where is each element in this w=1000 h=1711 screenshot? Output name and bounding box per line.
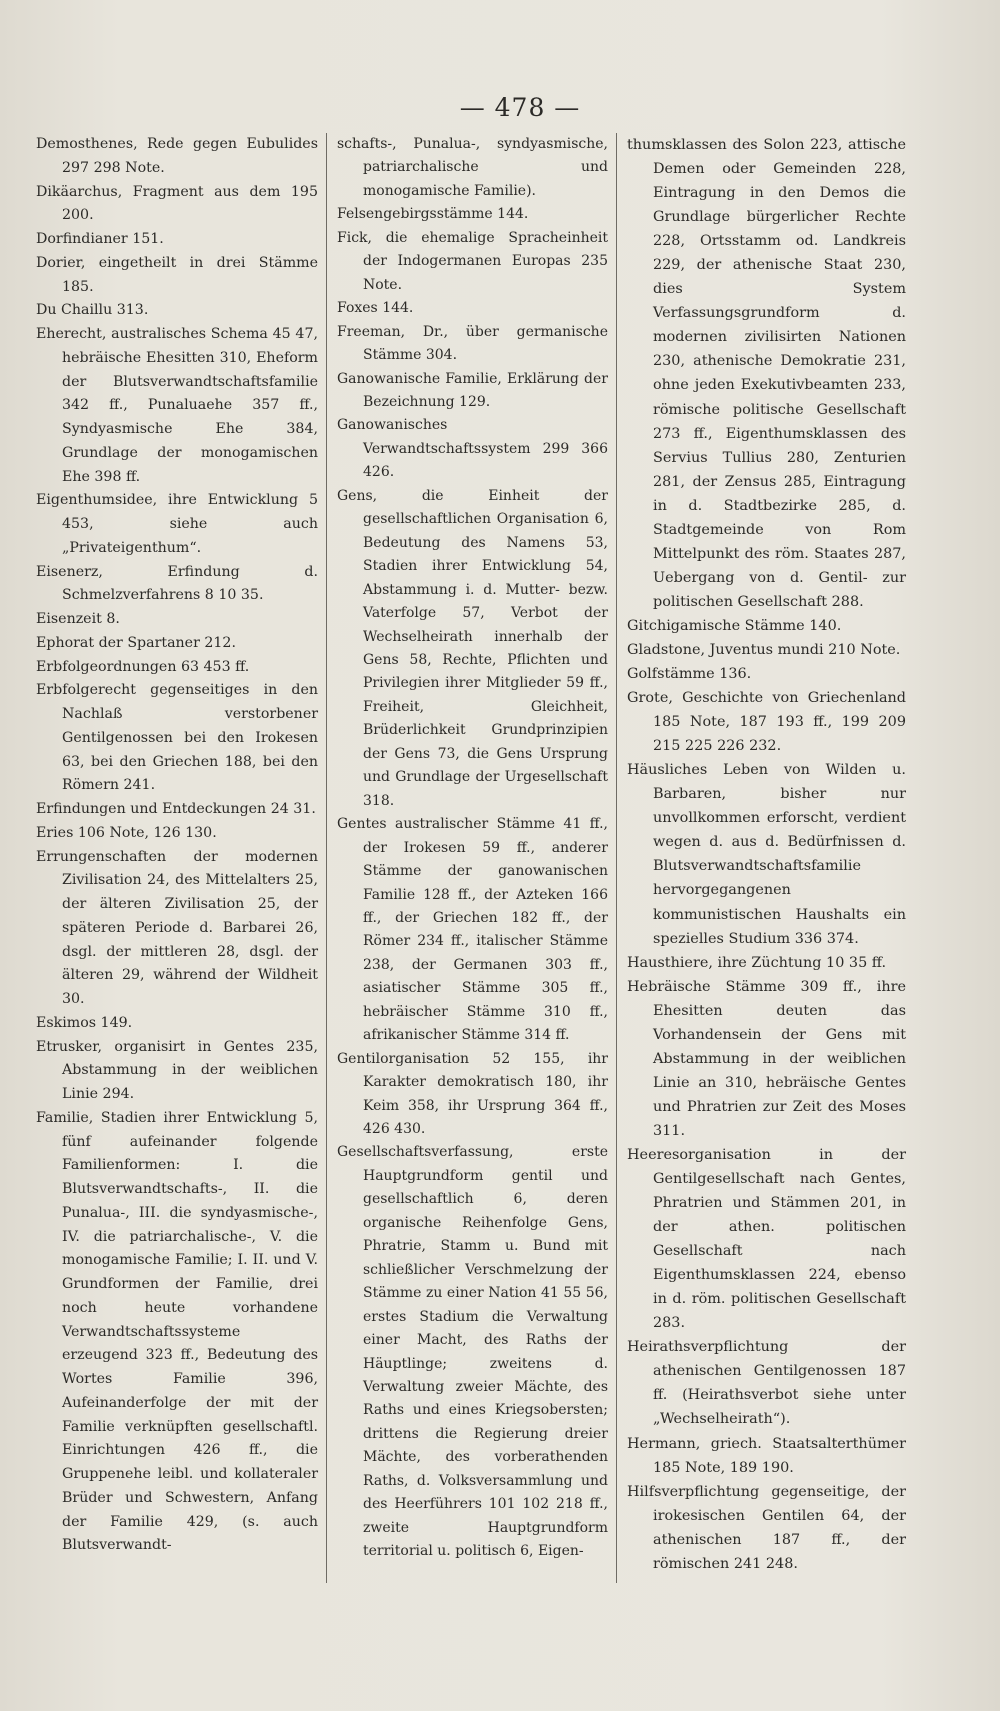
index-entry: Erbfolgeordnungen 63 453 ff.	[36, 658, 250, 675]
index-entry: thumsklassen des Solon 223, attische Demen oder Gemeinden 228, Eintragung in den Demos die Grundlage bürgerlicher Rechte 228, Ortsstamm od. Landkreis 229, der athenische Staat 230, dies System Verfassungsgrundform d. modernen zivilisirten Nationen 230, athenische Demokratie 231, ohne jeden Exekutivbeamten 233, römische politische Gesellschaft 273 ff., Eigenthumsklassen des Servius Tullius 280, Zenturien 281, der Zensus 285, Eintragung in d. Stadtbezirke 285, d. Stadtgemeinde von Rom Mittelpunkt des röm. Staates 287, Uebergang von d. Gentil- zur politischen Gesellschaft 288.	[627, 137, 906, 610]
index-entry: Heeresorganisation in der Gentilgesellschaft nach Gentes, Phratrien und Stämmen 201, in der athen. politischen Gesellschaft nach Eigenthumsklassen 224, ebenso in d. röm. politischen Gesellschaft 283.	[627, 1146, 906, 1332]
index-entry: Gladstone, Juventus mundi 210 Note.	[627, 641, 901, 658]
index-entry: Ganowanische Familie, Erklärung der Bezeichnung 129.	[337, 370, 608, 410]
index-column-2	[326, 133, 616, 1583]
index-entry: Eskimos 149.	[36, 1014, 133, 1031]
index-entry: Hilfsverpflichtung gegenseitige, der irokesischen Gentilen 64, der athenischen 187 ff., der römischen 241 248.	[627, 1483, 906, 1572]
index-entry: Eisenzeit 8.	[36, 611, 120, 627]
index-entry: Freeman, Dr., über germanische Stämme 304.	[337, 323, 608, 364]
index-entry: Häusliches Leben von Wilden u. Barbaren, bisher nur unvollkommen erforscht, verdient wegen d. aus d. Bedürfnissen d. Blutsverwandtschaftsfamilie hervorgegangenen kommunistischen Haushalts ein spezielles Studium 336 374.	[627, 762, 906, 947]
index-entry: Gens, die Einheit der gesellschaftlichen Organisation 6, Bedeutung des Namens 53, Stadien ihrer Entwicklung 54, Abstammung i. d. Mutter- bezw. Vaterfolge 57, Verbot der Wechselheirath innerhalb der Gens 58, Rechte, Pflichten und Privilegien ihrer Mitglieder 59 ff., Freiheit, Gleichheit, Brüderlichkeit Grundprinzipien der Gens 73, die Gens Ursprung und Grundlage der Urgesellschaft 318.	[337, 487, 608, 809]
index-entry: Dikäarchus, Fragment aus dem 195 200.	[36, 183, 318, 224]
index-entry: Hermann, griech. Staatsalterthümer 185 Note, 189 190.	[627, 1435, 906, 1476]
index-entry: Hausthiere, ihre Züchtung 10 35 ff.	[627, 954, 887, 971]
index-entry: Ephorat der Spartaner 212.	[36, 634, 236, 651]
index-entry: Demosthenes, Rede gegen Eubulides 297 298 Note.	[36, 136, 318, 176]
index-entry: Eigenthumsidee, ihre Entwicklung 5 453, siehe auch „Privateigenthum“.	[36, 492, 318, 556]
index-entry: Dorfindianer 151.	[36, 231, 164, 247]
index-entry: Dorier, eingetheilt in drei Stämme 185.	[36, 254, 318, 295]
index-entry: Familie, Stadien ihrer Entwicklung 5, fünf aufeinander folgende Familienformen: I. die Blutsverwandtschafts-, II. die Punalua-, III. die syndyasmische-, IV. die patriarchalische-, V. die monogamische Familie; I. II. und V. Grundformen der Familie, drei noch heute vorhandene Verwandtschaftssysteme erzeugend 323 ff., Bedeutung des Wortes Familie 396, Aufeinanderfolge der mit der Familie verknüpften gesellschaftl. Einrichtungen 426 ff., die Gruppenehe leibl. und kollateraler Brüder und Schwestern, Anfang der Familie 429, (s. auch Blutsverwandt-	[36, 1109, 318, 1554]
index-entry: Gitchigamische Stämme 140.	[627, 617, 842, 634]
index-entry: Eherecht, australisches Schema 45 47, hebräische Ehesitten 310, Eheform der Blutsverwandtschaftsfamilie 342 ff., Punaluaehe 357 ff., Syndyasmische Ehe 384, Grundlage der monogamischen Ehe 398 ff.	[36, 326, 318, 485]
index-entry: Gentes australischer Stämme 41 ff., der Irokesen 59 ff., anderer Stämme der ganowanischen Familie 128 ff., der Azteken 166 ff., der Griechen 182 ff., der Römer 234 ff., italischer Stämme 238, der Germanen 303 ff., asiatischer Stämme 305 ff., hebräischer Stämme 310 ff., afrikanischer Stämme 314 ff.	[337, 816, 608, 1044]
index-entry: Etrusker, organisirt in Gentes 235, Abstammung in der weiblichen Linie 294.	[36, 1038, 318, 1102]
index-entry: Foxes 144.	[337, 300, 414, 317]
index-column-3	[616, 133, 906, 1583]
page-number: — 478 —	[459, 93, 581, 122]
index-entry: Eisenerz, Erfindung d. Schmelzverfahrens 8 10 35.	[36, 563, 318, 604]
index-entry: Gesellschaftsverfassung, erste Hauptgrundform gentil und gesellschaftlich 6, deren organische Reihenfolge Gens, Phratrie, Stamm u. Bund mit schließlicher Verschmelzung der Stämme zu einer Nation 41 55 56, erstes Stadium die Verwaltung einer Macht, des Raths der Häuptlinge; zweitens d. Verwaltung zweier Mächte, des Raths und eines Kriegsobersten; drittens die Regierung dreier Mächte, des vorberathenden Raths, d. Volksversammlung und des Heerführers 101 102 218 ff., zweite Hauptgrundform territorial u. politisch 6, Eigen-	[337, 1144, 608, 1560]
index-entry: Heirathsverpflichtung der athenischen Gentilgenossen 187 ff. (Heirathsverbot siehe unter „Wechselheirath“).	[627, 1339, 906, 1428]
index-entry: Grote, Geschichte von Griechenland 185 Note, 187 193 ff., 199 209 215 225 226 232.	[627, 690, 906, 755]
index-entry: Erbfolgerecht gegenseitiges in den Nachlaß verstorbener Gentilgenossen bei den Irokesen 63, bei den Griechen 188, bei den Römern 241.	[36, 682, 318, 794]
index-columns	[36, 133, 906, 1583]
index-entry: Hebräische Stämme 309 ff., ihre Ehesitten deuten das Vorhandensein der Gens mit Abstammung in der weiblichen Linie an 310, hebräische Gentes und Phratrien zur Zeit des Moses 311.	[627, 978, 906, 1139]
index-entry: schafts-, Punalua-, syndyasmische, patriarchalische und monogamische Familie).	[337, 136, 608, 199]
index-entry: Ganowanisches Verwandtschaftssystem 299 366 426.	[337, 417, 608, 481]
index-entry: Fick, die ehemalige Spracheinheit der Indogermanen Europas 235 Note.	[337, 229, 608, 293]
index-column-1	[36, 133, 326, 1583]
index-entry: Golfstämme 136.	[627, 666, 752, 683]
index-entry: Eries 106 Note, 126 130.	[36, 824, 217, 841]
index-entry: Errungenschaften der modernen Zivilisation 24, des Mittelalters 25, der älteren Zivilisation 25, der späteren Periode d. Barbarei 26, dsgl. der mittleren 28, dsgl. der älteren 29, während der Wildheit 30.	[36, 848, 318, 1007]
index-entry: Felsengebirgsstämme 144.	[337, 206, 529, 223]
index-entry: Erfindungen und Entdeckungen 24 31.	[36, 801, 316, 817]
index-entry: Gentilorganisation 52 155, ihr Karakter demokratisch 180, ihr Keim 358, ihr Ursprung 364 ff., 426 430.	[337, 1050, 608, 1138]
index-entry: Du Chaillu 313.	[36, 302, 149, 319]
